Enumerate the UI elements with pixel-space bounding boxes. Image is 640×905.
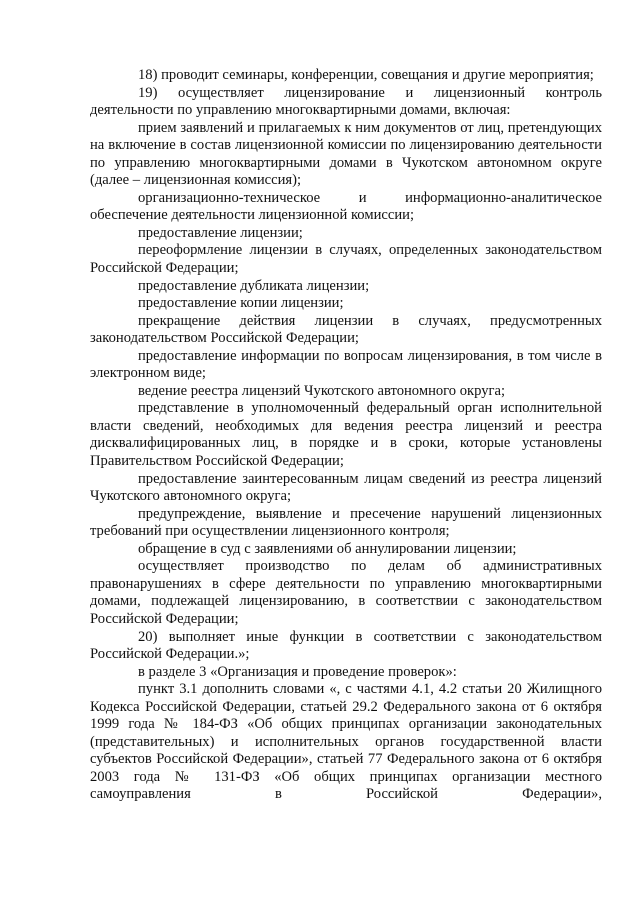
paragraph-item-18: 18) проводит семинары, конференции, совещания и другие мероприятия; bbox=[138, 67, 594, 83]
paragraph-license-copy: предоставление копии лицензии; bbox=[138, 295, 344, 312]
paragraph-license-registry: ведение реестра лицензий Чукотского автономного округа; bbox=[138, 382, 506, 399]
paragraph-licensing-information: предоставление информации по вопросам лицензирования, в том числе в электронном виде; bbox=[90, 347, 602, 382]
paragraph-license-duplicate: предоставление дубликата лицензии; bbox=[138, 277, 370, 294]
paragraph-item-19: 19) осуществляет лицензирование и лицензионный контроль деятельности по управлению многоквартирными домами, включая: bbox=[90, 84, 602, 119]
paragraph-federal-submission: представление в уполномоченный федеральный орган исполнительной власти сведений, необходимых для ведения реестра лицензий и реестра дисквалифицированных лиц, в порядке и в сроки, которые установлены Правительством Российской Федерации; bbox=[90, 400, 602, 470]
paragraph-license-termination: прекращение действия лицензии в случаях, предусмотренных законодательством Российской Федерации; bbox=[90, 312, 602, 347]
paragraph-license-grant: предоставление лицензии; bbox=[138, 224, 303, 241]
paragraph-item-20: 20) выполняет иные функции в соответствии с законодательством Российской Федерации.»; bbox=[90, 628, 602, 663]
paragraph-license-reissue: переоформление лицензии в случаях, определенных законодательством Российской Федерации; bbox=[90, 242, 602, 277]
paragraph-receiving-applications: прием заявлений и прилагаемых к ним документов от лиц, претендующих на включение в состав лицензионной комиссии по лицензированию деятельности по управлению многоквартирными домами в Чукотском автономном округе (далее – лицензионная комиссия); bbox=[90, 119, 602, 189]
paragraph-commission-support: организационно-техническое и информационно-аналитическое обеспечение деятельности лицензионной комиссии; bbox=[90, 189, 602, 224]
paragraph-registry-info: предоставление заинтересованным лицам сведений из реестра лицензий Чукотского автономного округа; bbox=[90, 470, 602, 505]
paragraph-clause-3-1: пункт 3.1 дополнить словами «, с частями 4.1, 4.2 статьи 20 Жилищного Кодекса Российской Федерации, статьей 29.2 Федерального закона от 6 октября 1999 года № 184-ФЗ «Об общих принципах организации законодательных (представительных) и исполнительных органов государственной власти субъектов Российской Федерации», статьей 77 Федерального закона от 6 октября 2003 года № 131-ФЗ «Об общих принципах организации местного самоуправления в Российской Федерации», bbox=[90, 681, 602, 803]
paragraph-violation-prevention: предупреждение, выявление и пресечение нарушений лицензионных требований при осуществлении лицензионного контроля; bbox=[90, 505, 602, 540]
paragraph-administrative-cases: осуществляет производство по делам об административных правонарушениях в сфере деятельности по управлению многоквартирными домами, подлежащей лицензированию, в соответствии с законодательством Российской Федерации; bbox=[90, 558, 602, 627]
document-page bbox=[90, 67, 602, 804]
paragraph-section-3: в разделе 3 «Организация и проведение проверок»: bbox=[138, 663, 457, 680]
paragraph-court-appeal: обращение в суд с заявлениями об аннулировании лицензии; bbox=[138, 540, 517, 557]
